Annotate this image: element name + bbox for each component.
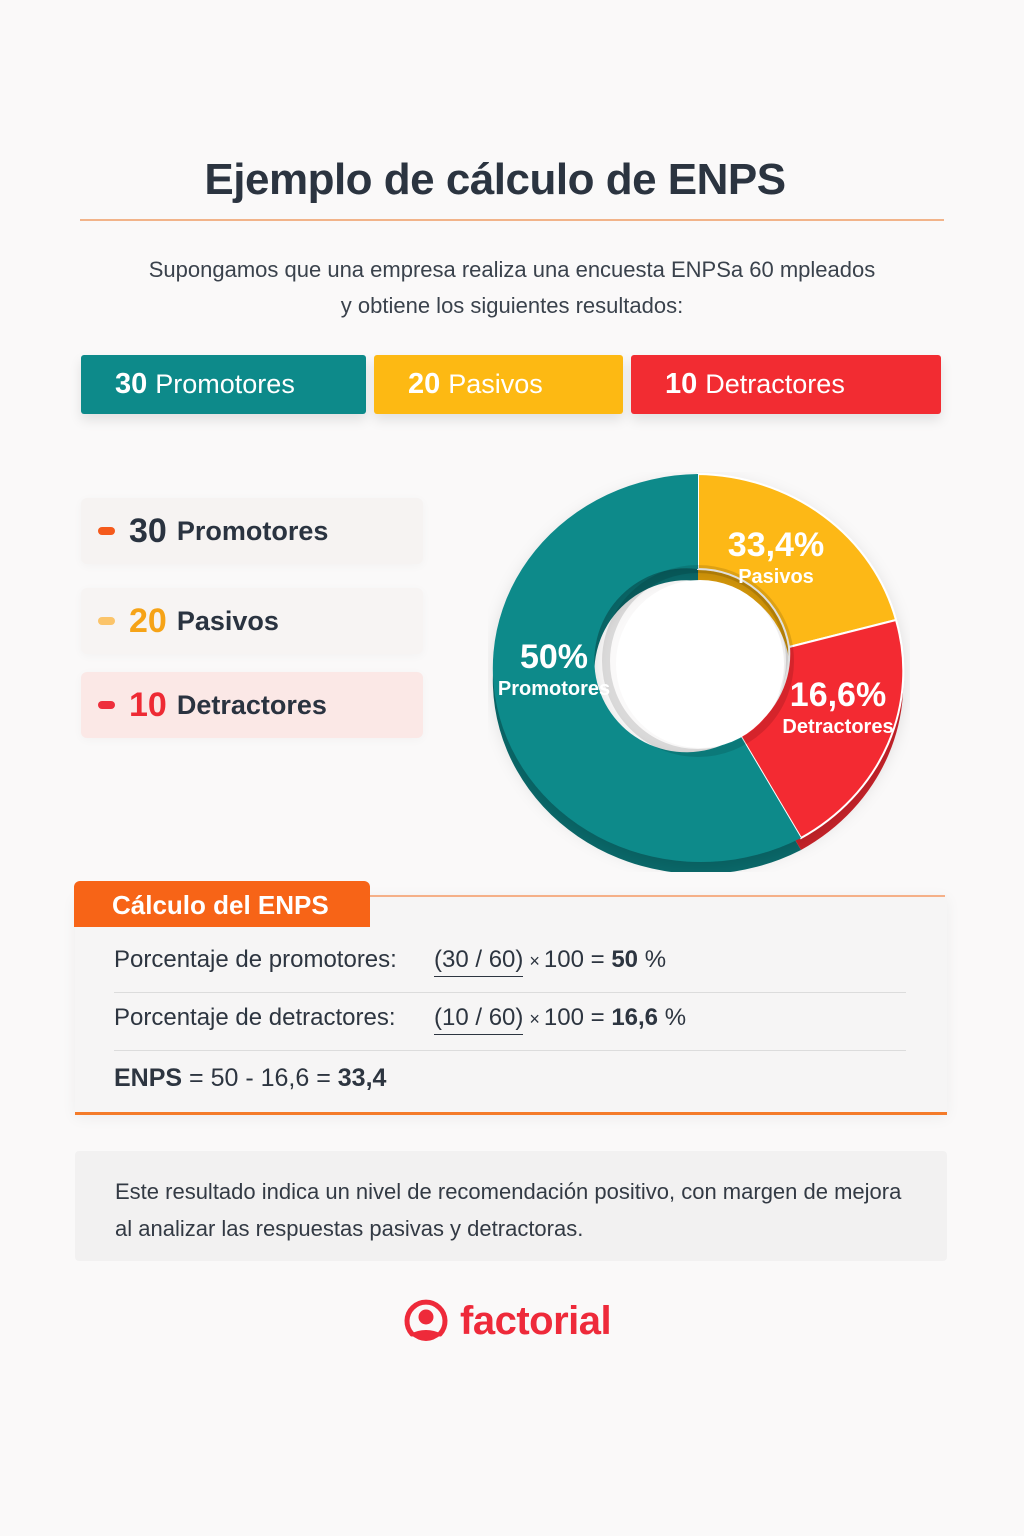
legend-count: 30 bbox=[129, 511, 167, 550]
pill-detractores bbox=[631, 355, 941, 414]
calc-result: 16,6 bbox=[611, 1004, 659, 1031]
pill-label: Detractores bbox=[705, 369, 845, 399]
calc-row-enps bbox=[114, 1064, 906, 1093]
pill-label: Pasivos bbox=[448, 369, 543, 399]
pill-pasivos bbox=[374, 355, 623, 414]
calc-divider bbox=[114, 992, 906, 993]
legend-item-detractores bbox=[81, 672, 423, 738]
label-promotores: 50% Promotores bbox=[497, 638, 611, 700]
calc-row-detractores bbox=[114, 1004, 906, 1035]
calculation-bottom-divider bbox=[75, 1112, 947, 1115]
pill-promotores bbox=[81, 355, 366, 414]
pill-count: 10 bbox=[665, 368, 698, 400]
donut-chart bbox=[488, 472, 910, 872]
pill-label: Promotores bbox=[155, 369, 295, 399]
chart-legend bbox=[81, 498, 423, 762]
conclusion-note: Este resultado indica un nivel de recomendación positivo, con margen de mejora al analizar las respuestas pasivas y detractoras. bbox=[75, 1151, 947, 1261]
summary-pills bbox=[81, 355, 941, 414]
legend-label: Detractores bbox=[176, 689, 327, 720]
calc-fraction: (30 / 60) bbox=[434, 946, 523, 977]
calc-multiplier: 100 = bbox=[543, 1004, 605, 1031]
legend-item-promotores bbox=[81, 498, 423, 564]
legend-count: 20 bbox=[129, 601, 167, 640]
calc-label: Porcentaje de detractores: bbox=[114, 1004, 396, 1031]
enps-result: 33,4 bbox=[337, 1064, 387, 1092]
calc-divider bbox=[114, 1050, 906, 1051]
calc-row-promotores bbox=[114, 946, 906, 977]
enps-label: ENPS bbox=[114, 1064, 183, 1092]
calc-multiplier: 100 = bbox=[543, 946, 605, 973]
factorial-logo-icon bbox=[402, 1296, 450, 1346]
calc-result: 50 bbox=[611, 946, 639, 973]
pill-count: 30 bbox=[115, 368, 148, 400]
legend-label: Pasivos bbox=[176, 605, 279, 636]
calc-unit: % bbox=[664, 1004, 687, 1031]
calc-unit: % bbox=[644, 946, 667, 973]
label-detractores: 16,6% Detractores bbox=[782, 676, 894, 738]
intro-line-2: y obtiene los siguientes resultados: bbox=[340, 293, 684, 318]
title-divider bbox=[80, 219, 944, 221]
enps-expression: = 50 - 16,6 = bbox=[189, 1064, 331, 1092]
calc-label: Porcentaje de promotores: bbox=[114, 946, 397, 973]
factorial-logo-text: factorial bbox=[460, 1298, 612, 1343]
legend-swatch-icon bbox=[98, 527, 115, 535]
legend-label: Promotores bbox=[176, 515, 329, 546]
multiply-sign: × bbox=[529, 951, 540, 971]
calc-fraction: (10 / 60) bbox=[434, 1004, 523, 1035]
factorial-logo bbox=[402, 1296, 611, 1346]
legend-swatch-icon bbox=[98, 701, 115, 709]
legend-swatch-icon bbox=[98, 617, 115, 625]
legend-count: 10 bbox=[129, 685, 167, 724]
intro-text bbox=[80, 252, 944, 324]
calculation-top-divider bbox=[370, 895, 945, 897]
label-pasivos: 33,4% Pasivos bbox=[727, 526, 825, 588]
calculation-tab-label: Cálculo del ENPS bbox=[74, 881, 370, 927]
pill-count: 20 bbox=[408, 368, 441, 400]
intro-line-1: Supongamos que una empresa realiza una encuesta ENPSa 60 mpleados bbox=[148, 257, 876, 282]
legend-item-pasivos bbox=[81, 588, 423, 654]
multiply-sign: × bbox=[529, 1009, 540, 1029]
page-title: Ejemplo de cálculo de ENPS bbox=[204, 155, 786, 204]
